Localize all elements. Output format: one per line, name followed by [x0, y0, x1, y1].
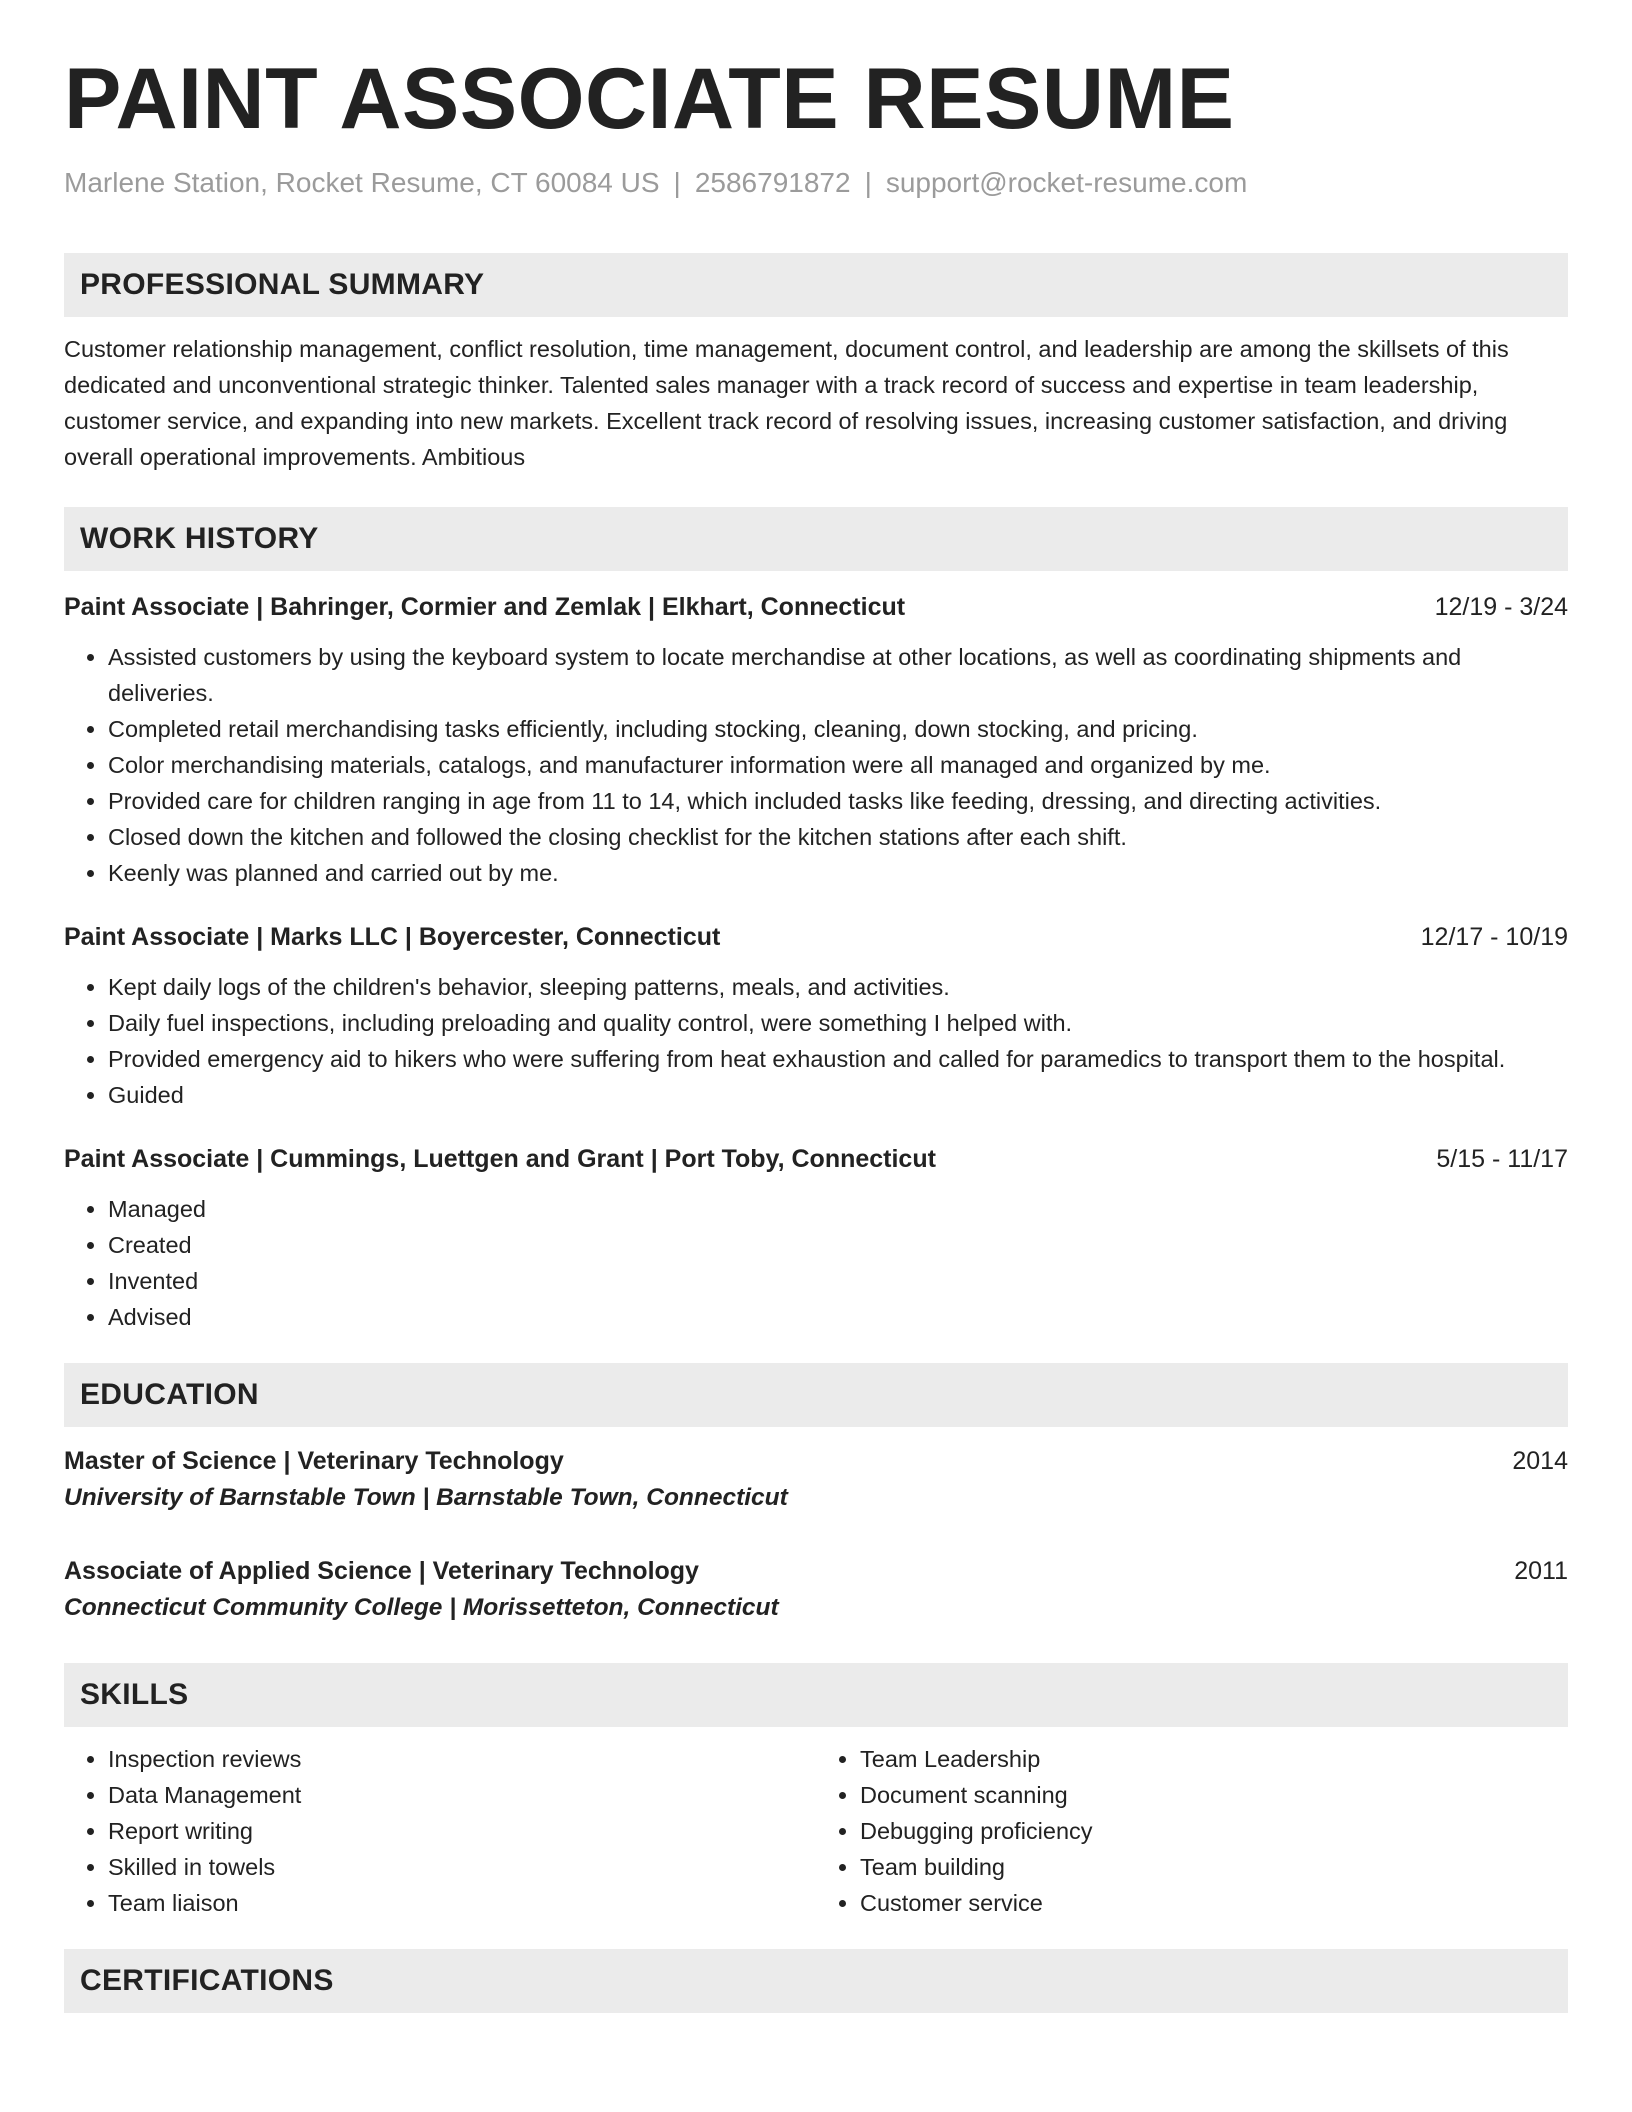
- education-degree: Master of Science | Veterinary Technology: [64, 1446, 564, 1475]
- job-title: Paint Associate | Bahringer, Cormier and Zemlak | Elkhart, Connecticut: [64, 592, 906, 621]
- job-bullet: • Managed: [108, 1191, 1568, 1227]
- skill-item: • Skilled in towels: [108, 1849, 816, 1885]
- education-section: [64, 1363, 1568, 1627]
- skill-item: • Debugging proficiency: [860, 1813, 1568, 1849]
- education-school: Connecticut Community College | Morissetteton, Connecticut: [64, 1593, 779, 1621]
- job-bullet: • Provided emergency aid to hikers who were suffering from heat exhaustion and called for paramedics to transport them to the hospital.: [108, 1041, 1568, 1077]
- skill-item: • Team liaison: [108, 1885, 816, 1921]
- job-dates: 12/19 - 3/24: [1434, 592, 1568, 621]
- job-dates: 12/17 - 10/19: [1420, 922, 1568, 951]
- skill-item: • Customer service: [860, 1885, 1568, 1921]
- contact-separator: |: [864, 166, 872, 198]
- job-bullet: • Provided care for children ranging in age from 11 to 14, which included tasks like feeding, dressing, and directing activities.: [108, 783, 1568, 819]
- job-bullet: • Advised: [108, 1299, 1568, 1335]
- job-bullets: [64, 969, 1568, 1113]
- skills-heading: SKILLS: [64, 1663, 1568, 1727]
- certifications-section: [64, 1949, 1568, 2013]
- skill-item: • Team Leadership: [860, 1741, 1568, 1777]
- contact-address: Marlene Station, Rocket Resume, CT 60084 US: [64, 166, 660, 198]
- education-entry: [64, 1553, 1568, 1627]
- job-bullet: • Keenly was planned and carried out by me.: [108, 855, 1568, 891]
- job-entry: [64, 589, 1568, 891]
- work-history-heading: WORK HISTORY: [64, 507, 1568, 571]
- job-bullet: • Kept daily logs of the children's behavior, sleeping patterns, meals, and activities.: [108, 969, 1568, 1005]
- contact-email[interactable]: support@rocket-resume.com: [885, 166, 1248, 198]
- education-entry: [64, 1443, 1568, 1517]
- job-bullet: • Color merchandising materials, catalogs, and manufacturer information were all managed and organized by me.: [108, 747, 1568, 783]
- job-title: Paint Associate | Cummings, Luettgen and Grant | Port Toby, Connecticut: [64, 1144, 936, 1173]
- job-bullets: [64, 639, 1568, 891]
- resume-title: PAINT ASSOCIATE RESUME: [64, 51, 1235, 147]
- education-degree: Associate of Applied Science | Veterinary Technology: [64, 1556, 699, 1585]
- skill-item: • Document scanning: [860, 1777, 1568, 1813]
- job-dates: 5/15 - 11/17: [1436, 1144, 1568, 1173]
- skill-item: • Team building: [860, 1849, 1568, 1885]
- education-year: 2014: [1512, 1446, 1568, 1475]
- education-heading: EDUCATION: [64, 1363, 1568, 1427]
- skill-item: • Data Management: [108, 1777, 816, 1813]
- work-history-section: [64, 507, 1568, 1335]
- contact-separator: |: [673, 166, 681, 198]
- skills-section: [64, 1663, 1568, 1921]
- contact-phone: 2586791872: [694, 166, 851, 198]
- skills-column-left: [64, 1741, 816, 1921]
- education-year: 2011: [1514, 1556, 1568, 1585]
- job-title: Paint Associate | Marks LLC | Boyercester, Connecticut: [64, 922, 721, 951]
- job-bullet: • Completed retail merchandising tasks efficiently, including stocking, cleaning, down stocking, and pricing.: [108, 711, 1568, 747]
- job-bullets: [64, 1191, 1568, 1335]
- skill-item: • Report writing: [108, 1813, 816, 1849]
- contact-line: [64, 165, 1568, 201]
- certifications-heading: CERTIFICATIONS: [64, 1949, 1568, 2013]
- summary-text: Customer relationship management, conflict resolution, time management, document control, and leadership are among the skillsets of this dedicated and unconventional strategic thinker. Talented sales manager with a track record of success and expertise in team leadership, customer service, and expanding into new markets. Excellent track record of resolving issues, increasing customer satisfaction, and driving overall operational improvements. Ambitious: [64, 335, 1509, 470]
- skills-column-right: [816, 1741, 1568, 1921]
- job-entry: [64, 1141, 1568, 1335]
- job-entry: [64, 919, 1568, 1113]
- skill-item: • Inspection reviews: [108, 1741, 816, 1777]
- job-bullet: • Invented: [108, 1263, 1568, 1299]
- job-bullet: • Assisted customers by using the keyboard system to locate merchandise at other locations, as well as coordinating shipments and deliveries.: [108, 639, 1568, 711]
- skills-grid: [64, 1741, 1568, 1921]
- summary-section: [64, 253, 1568, 475]
- education-school: University of Barnstable Town | Barnstable Town, Connecticut: [64, 1483, 788, 1511]
- job-bullet: • Daily fuel inspections, including preloading and quality control, were something I helped with.: [108, 1005, 1568, 1041]
- job-bullet: • Created: [108, 1227, 1568, 1263]
- job-bullet: • Guided: [108, 1077, 1568, 1113]
- job-bullet: • Closed down the kitchen and followed the closing checklist for the kitchen stations after each shift.: [108, 819, 1568, 855]
- summary-heading: PROFESSIONAL SUMMARY: [64, 253, 1568, 317]
